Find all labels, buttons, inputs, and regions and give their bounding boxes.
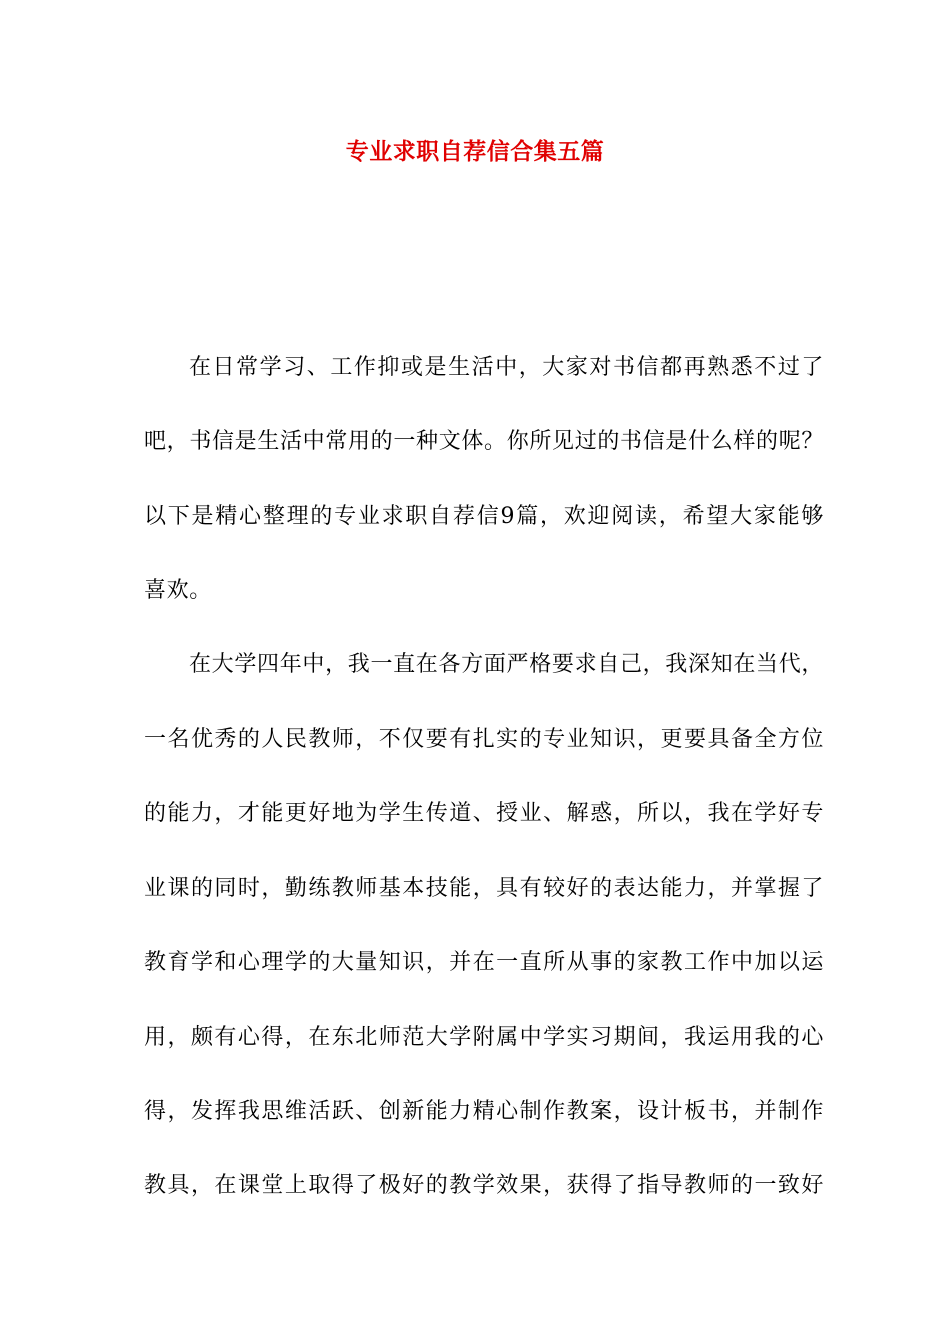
paragraph-2-line-2: 一名优秀的人民教师，不仅要有扎实的专业知识，更要具备全方位 [144,727,824,752]
paragraph-1-line-4: 喜欢。 [144,578,212,603]
document-title: 专业求职自荐信合集五篇 [345,138,605,165]
paragraph-1-line-3: 以下是精心整理的专业求职自荐信9篇，欢迎阅读，希望大家能够 [144,504,824,529]
paragraph-2-line-7: 得，发挥我思维活跃、创新能力精心制作教案，设计板书，并制作 [144,1099,824,1124]
paragraph-2-line-4: 业课的同时，勤练教师基本技能，具有较好的表达能力，并掌握了 [144,876,824,901]
paragraph-2-line-5: 教育学和心理学的大量知识，并在一直所从事的家教工作中加以运 [144,950,824,975]
paragraph-2-line-8: 教具，在课堂上取得了极好的教学效果，获得了指导教师的一致好 [144,1173,824,1198]
paragraph-2-line-6: 用，颇有心得，在东北师范大学附属中学实习期间，我运用我的心 [144,1025,824,1050]
paragraph-2-line-1: 在大学四年中，我一直在各方面严格要求自己，我深知在当代， [189,652,824,677]
paragraph-2-line-3: 的能力，才能更好地为学生传道、授业、解惑，所以，我在学好专 [144,801,824,826]
paragraph-1-line-2: 吧，书信是生活中常用的一种文体。你所见过的书信是什么样的呢？ [144,429,824,454]
paragraph-1-line-1: 在日常学习、工作抑或是生活中，大家对书信都再熟悉不过了 [189,355,824,380]
